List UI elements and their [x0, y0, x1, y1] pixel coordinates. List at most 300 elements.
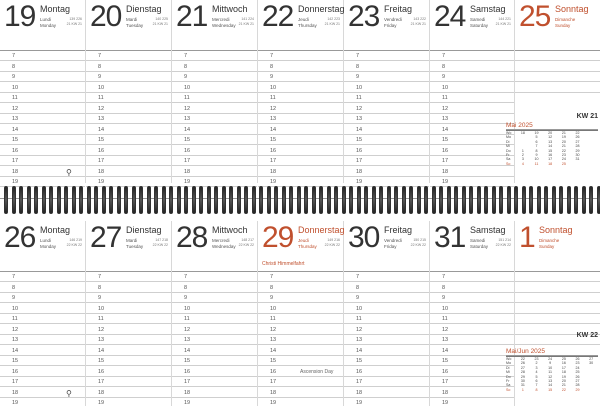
mini-calendar-date[interactable]: 9 — [535, 153, 538, 158]
day-column[interactable] — [172, 221, 258, 406]
hour-line[interactable] — [172, 293, 257, 304]
mini-calendar-date[interactable]: 15 — [548, 148, 553, 153]
hour-line[interactable] — [344, 166, 429, 177]
mini-calendar-date[interactable]: 14 — [548, 383, 553, 388]
hour-line[interactable] — [344, 377, 429, 388]
hour-label: 13 — [98, 116, 105, 122]
hour-line[interactable] — [86, 124, 171, 135]
hour-line[interactable] — [344, 261, 429, 272]
hour-line[interactable] — [0, 145, 85, 156]
day-name: Samstag — [470, 4, 506, 14]
day-name-en: Saturday — [470, 23, 489, 28]
binding-ring — [319, 186, 323, 214]
mini-calendar-date[interactable]: 31 — [575, 157, 580, 162]
mini-calendar-date[interactable]: 7 — [535, 383, 538, 388]
hour-line[interactable] — [344, 324, 429, 335]
mini-calendar-date[interactable]: 24 — [575, 365, 580, 370]
mini-calendar-date[interactable]: 18 — [548, 161, 553, 166]
mini-calendar-date[interactable]: 4 — [535, 370, 538, 375]
hour-line[interactable] — [430, 335, 514, 346]
hour-line[interactable] — [258, 61, 343, 72]
hour-line[interactable] — [515, 293, 600, 304]
hour-line[interactable] — [430, 303, 514, 314]
hour-line[interactable] — [344, 135, 429, 146]
hour-line[interactable] — [344, 82, 429, 93]
hour-line[interactable] — [0, 314, 85, 325]
hour-line[interactable] — [258, 72, 343, 83]
hour-line[interactable] — [515, 282, 600, 293]
hour-line[interactable] — [344, 114, 429, 125]
mini-calendar-date[interactable]: 11 — [548, 370, 553, 375]
binding-ring-wire — [552, 186, 556, 214]
hour-line[interactable] — [0, 398, 85, 406]
hour-line[interactable] — [430, 93, 514, 104]
mini-calendar-date[interactable]: 19 — [561, 135, 566, 140]
hour-line[interactable] — [0, 166, 85, 177]
mini-calendar-date[interactable]: 9 — [549, 361, 552, 366]
hour-line[interactable] — [0, 387, 85, 398]
mini-calendar-date[interactable]: 19 — [534, 131, 539, 135]
day-column[interactable] — [430, 221, 515, 406]
hour-line[interactable] — [0, 156, 85, 167]
mini-calendar-date[interactable]: 10 — [534, 157, 539, 162]
hour-line[interactable] — [430, 61, 514, 72]
hour-line[interactable] — [172, 398, 257, 406]
hour-line[interactable] — [430, 345, 514, 356]
binding-ring — [79, 186, 83, 214]
hour-line[interactable] — [172, 82, 257, 93]
hour-line[interactable] — [172, 314, 257, 325]
hour-line[interactable] — [0, 293, 85, 304]
hour-line[interactable] — [86, 82, 171, 93]
hour-line[interactable] — [172, 51, 257, 62]
hour-label: 12 — [12, 326, 19, 333]
hour-line[interactable] — [344, 145, 429, 156]
hour-line[interactable] — [172, 93, 257, 104]
mini-calendar-date[interactable]: 25 — [561, 161, 566, 166]
hour-line[interactable] — [258, 303, 343, 314]
hour-line[interactable] — [430, 156, 514, 167]
mini-calendar-date[interactable]: 14 — [548, 144, 553, 149]
hour-line[interactable] — [0, 335, 85, 346]
mini-calendar-date[interactable]: 20 — [548, 131, 553, 135]
hour-line[interactable] — [515, 261, 600, 272]
hour-line[interactable] — [258, 282, 343, 293]
mini-calendar-date[interactable]: 26 — [575, 357, 580, 361]
mini-calendar-date[interactable]: 26 — [575, 135, 580, 140]
hour-line[interactable] — [344, 124, 429, 135]
hour-line[interactable] — [515, 61, 600, 72]
mini-calendar-date[interactable]: 22 — [520, 357, 525, 361]
hour-line[interactable] — [172, 303, 257, 314]
day-column[interactable] — [172, 0, 258, 183]
hour-line[interactable] — [172, 272, 257, 283]
hour-line[interactable] — [258, 114, 343, 125]
hour-line[interactable] — [86, 293, 171, 304]
hour-line[interactable] — [344, 103, 429, 114]
hour-line[interactable] — [258, 145, 343, 156]
mini-calendar-date[interactable]: 30 — [575, 153, 580, 158]
hour-line[interactable] — [344, 72, 429, 83]
hour-line[interactable] — [172, 145, 257, 156]
mini-calendar-date[interactable]: 6 — [535, 379, 538, 384]
hour-line[interactable] — [258, 398, 343, 406]
hour-line[interactable] — [344, 51, 429, 62]
hour-line[interactable] — [172, 377, 257, 388]
hour-line[interactable] — [430, 272, 514, 283]
hour-line[interactable] — [258, 377, 343, 388]
hour-label: 8 — [184, 284, 188, 291]
hour-line[interactable] — [86, 303, 171, 314]
hour-line[interactable] — [515, 72, 600, 83]
hour-line[interactable] — [86, 387, 171, 398]
mini-calendar-date[interactable]: 27 — [575, 139, 580, 144]
hour-line[interactable] — [258, 135, 343, 146]
hour-line[interactable] — [0, 72, 85, 83]
day-column[interactable] — [258, 221, 344, 406]
hour-line[interactable] — [86, 166, 171, 177]
mini-calendar-date[interactable] — [584, 162, 598, 166]
mini-calendar-date[interactable]: 30 — [589, 361, 594, 366]
mini-calendar-date[interactable]: 27 — [575, 379, 580, 384]
hour-line[interactable] — [344, 40, 429, 51]
mini-calendar-date[interactable]: 12 — [548, 135, 553, 140]
hour-label: 17 — [98, 379, 105, 385]
mini-calendar-date[interactable]: 10 — [548, 365, 553, 370]
mini-calendar-date[interactable]: 22 — [561, 148, 566, 153]
binding-ring — [522, 186, 526, 214]
hour-line[interactable] — [515, 40, 600, 51]
binding-ring-wire — [49, 186, 53, 214]
mini-calendar-date[interactable]: 5 — [535, 135, 538, 140]
hour-line[interactable] — [86, 40, 171, 51]
mini-calendar-date[interactable]: 27 — [589, 357, 594, 361]
mini-calendar-date[interactable]: 25 — [561, 357, 566, 361]
hour-label: 15 — [98, 137, 105, 143]
hour-line[interactable] — [430, 324, 514, 335]
hour-line[interactable] — [86, 156, 171, 167]
binding-ring — [72, 186, 76, 214]
mini-calendar-date[interactable]: 1 — [521, 148, 524, 153]
hour-line[interactable] — [344, 335, 429, 346]
hour-line[interactable] — [0, 261, 85, 272]
mini-calendar-date[interactable]: 29 — [575, 148, 580, 153]
hour-line[interactable] — [172, 61, 257, 72]
hour-line[interactable] — [258, 51, 343, 62]
hour-label: 15 — [98, 358, 105, 364]
mini-calendar-date[interactable] — [584, 388, 598, 392]
hour-line[interactable] — [430, 166, 514, 177]
mini-calendar-date[interactable]: 26 — [575, 374, 580, 379]
mini-calendar-date[interactable]: 22 — [575, 131, 580, 135]
mini-calendar-date[interactable]: 16 — [548, 153, 553, 158]
day-meta: 151 214 22 KW 22 — [495, 238, 511, 247]
hour-line[interactable] — [0, 366, 85, 377]
hour-line[interactable] — [430, 293, 514, 304]
mini-calendar-date[interactable]: 23 — [534, 357, 539, 361]
hour-line[interactable] — [0, 82, 85, 93]
hour-line[interactable] — [430, 387, 514, 398]
hour-line[interactable] — [258, 40, 343, 51]
hour-line[interactable] — [86, 335, 171, 346]
mini-calendar-date[interactable]: 28 — [575, 383, 580, 388]
mini-calendar-date[interactable]: 20 — [561, 139, 566, 144]
mini-calendar-date[interactable]: 1 — [521, 387, 524, 392]
hour-line[interactable] — [430, 40, 514, 51]
hour-line[interactable] — [0, 93, 85, 104]
mini-calendar-date[interactable]: 15 — [548, 387, 553, 392]
mini-calendar-date[interactable]: 28 — [520, 370, 525, 375]
hour-line[interactable] — [258, 82, 343, 93]
hour-line[interactable] — [0, 272, 85, 283]
hour-label: 13 — [270, 337, 277, 343]
hour-label: 14 — [270, 347, 277, 354]
mini-calendar-date[interactable]: 3 — [521, 157, 524, 162]
day-header — [430, 0, 514, 40]
hour-line[interactable] — [0, 135, 85, 146]
hour-line[interactable] — [344, 282, 429, 293]
hour-line[interactable] — [430, 124, 514, 135]
hour-line[interactable] — [344, 272, 429, 283]
hour-line[interactable] — [430, 398, 514, 406]
hour-line[interactable] — [430, 114, 514, 125]
mini-calendar-weekday: Mi — [506, 370, 510, 375]
hour-line[interactable] — [344, 387, 429, 398]
mini-calendar-date[interactable]: 12 — [548, 374, 553, 379]
hour-line[interactable] — [86, 366, 171, 377]
hour-line[interactable] — [515, 51, 600, 62]
day-column[interactable] — [86, 0, 172, 183]
mini-calendar-date[interactable]: 11 — [534, 161, 539, 166]
hour-line[interactable] — [0, 40, 85, 51]
mini-calendar-date[interactable]: 20 — [561, 379, 566, 384]
hour-label: 13 — [356, 116, 363, 122]
hour-line[interactable] — [86, 272, 171, 283]
hour-line[interactable] — [0, 345, 85, 356]
hour-line[interactable] — [430, 366, 514, 377]
hour-line[interactable] — [172, 282, 257, 293]
hour-label: 14 — [356, 347, 363, 354]
hour-line[interactable] — [258, 293, 343, 304]
mini-calendar-date[interactable]: 25 — [575, 370, 580, 375]
hour-line[interactable] — [86, 398, 171, 406]
hour-line[interactable] — [430, 145, 514, 156]
hour-line[interactable] — [86, 72, 171, 83]
hour-line[interactable] — [0, 356, 85, 367]
hour-line[interactable] — [0, 51, 85, 62]
hour-line[interactable] — [258, 124, 343, 135]
hour-line[interactable] — [86, 345, 171, 356]
hour-line[interactable] — [86, 145, 171, 156]
mini-calendar-date[interactable]: 22 — [561, 387, 566, 392]
hour-label: 7 — [184, 274, 188, 280]
mini-calendar-date[interactable]: 13 — [548, 379, 553, 384]
hour-line[interactable] — [172, 135, 257, 146]
hour-line[interactable] — [258, 345, 343, 356]
hour-line[interactable] — [86, 93, 171, 104]
mini-calendar-date[interactable]: 26 — [520, 361, 525, 366]
mini-calendar-date[interactable]: 5 — [535, 374, 538, 379]
mini-calendar-date[interactable]: 16 — [561, 361, 566, 366]
hour-line[interactable] — [344, 93, 429, 104]
hour-line[interactable] — [86, 51, 171, 62]
mini-calendar-date[interactable]: 19 — [561, 374, 566, 379]
hour-line[interactable] — [172, 156, 257, 167]
hour-line[interactable] — [0, 114, 85, 125]
day-column[interactable] — [344, 0, 430, 183]
hour-line[interactable] — [430, 314, 514, 325]
hour-line[interactable] — [172, 387, 257, 398]
hour-line[interactable] — [430, 356, 514, 367]
day-column[interactable] — [258, 0, 344, 183]
hour-line[interactable] — [515, 314, 600, 325]
mini-calendar-date[interactable] — [571, 162, 585, 166]
mini-calendar-date[interactable]: 29 — [575, 387, 580, 392]
mini-calendar-date[interactable]: 2 — [521, 153, 524, 158]
mini-calendar-date[interactable]: 17 — [561, 365, 566, 370]
mini-calendar-date[interactable]: 27 — [520, 365, 525, 370]
mini-calendar-date[interactable]: 21 — [561, 131, 566, 135]
hour-line[interactable] — [86, 356, 171, 367]
hour-line[interactable] — [172, 366, 257, 377]
hour-line[interactable] — [344, 156, 429, 167]
mini-calendar-date[interactable]: 8 — [535, 387, 538, 392]
hour-line[interactable] — [172, 72, 257, 83]
hour-line[interactable] — [0, 324, 85, 335]
mini-calendar-date[interactable]: 7 — [535, 144, 538, 149]
mini-calendar-date[interactable]: 2 — [535, 361, 538, 366]
day-column[interactable] — [430, 0, 515, 183]
mini-calendar-date[interactable]: 13 — [548, 139, 553, 144]
mini-calendar-date[interactable]: 21 — [561, 144, 566, 149]
hour-line[interactable] — [430, 282, 514, 293]
hour-line[interactable] — [172, 324, 257, 335]
hour-line[interactable] — [0, 377, 85, 388]
hour-line[interactable] — [515, 303, 600, 314]
mini-calendar-date[interactable]: 28 — [575, 144, 580, 149]
mini-calendar-date[interactable]: 8 — [535, 148, 538, 153]
hour-line[interactable] — [344, 356, 429, 367]
mini-calendar-date[interactable]: 24 — [548, 357, 553, 361]
hour-line[interactable] — [515, 272, 600, 283]
mini-calendar-date[interactable]: 21 — [561, 383, 566, 388]
binding-ring-wire — [64, 186, 68, 214]
hour-line[interactable] — [86, 135, 171, 146]
mini-calendar-date[interactable]: 3 — [535, 365, 538, 370]
hour-line[interactable] — [0, 103, 85, 114]
hour-label: 14 — [184, 347, 191, 354]
hour-line[interactable] — [258, 156, 343, 167]
hour-line[interactable] — [86, 61, 171, 72]
mini-calendar-date[interactable]: 6 — [535, 139, 538, 144]
hour-line[interactable] — [172, 124, 257, 135]
hour-line[interactable] — [0, 124, 85, 135]
hour-line[interactable] — [344, 303, 429, 314]
hour-line[interactable] — [0, 282, 85, 293]
binding-ring-wire — [162, 186, 166, 214]
day-name: Donnerstag — [298, 4, 345, 14]
hour-line[interactable] — [344, 61, 429, 72]
hour-line[interactable] — [258, 93, 343, 104]
mini-calendar-date[interactable]: 18 — [561, 370, 566, 375]
hour-line[interactable] — [258, 166, 343, 177]
hour-line[interactable] — [86, 377, 171, 388]
binding-ring — [12, 186, 16, 214]
hour-line[interactable] — [172, 166, 257, 177]
hour-line[interactable] — [172, 114, 257, 125]
mini-calendar-date[interactable]: 24 — [561, 157, 566, 162]
hour-line[interactable] — [344, 293, 429, 304]
binding-ring — [139, 186, 143, 214]
hour-line[interactable] — [430, 374, 514, 388]
mini-calendar-date[interactable]: 29 — [520, 374, 525, 379]
hour-line[interactable] — [430, 51, 514, 62]
binding-ring-wire — [417, 186, 421, 214]
hour-line[interactable] — [86, 103, 171, 114]
binding-ring — [342, 186, 346, 214]
mini-calendar-date[interactable]: 18 — [520, 131, 525, 135]
hour-line[interactable] — [258, 387, 343, 398]
mini-calendar-date[interactable]: 31 — [520, 383, 525, 388]
hour-line[interactable] — [258, 103, 343, 114]
day-column[interactable] — [344, 221, 430, 406]
hour-line[interactable] — [515, 82, 600, 93]
hour-line[interactable] — [258, 272, 343, 283]
hour-line[interactable] — [258, 356, 343, 367]
day-name: Mittwoch — [212, 225, 248, 235]
hour-line[interactable] — [86, 114, 171, 125]
hour-line[interactable] — [430, 135, 514, 149]
mini-calendar-date[interactable]: 23 — [575, 361, 580, 366]
hour-line[interactable] — [430, 261, 514, 272]
hour-line[interactable] — [86, 314, 171, 325]
hour-line[interactable] — [344, 345, 429, 356]
hour-line[interactable] — [344, 314, 429, 325]
day-column[interactable] — [506, 221, 600, 406]
hour-line[interactable] — [0, 61, 85, 72]
mini-calendar-date[interactable]: 23 — [561, 153, 566, 158]
day-column[interactable] — [86, 221, 172, 406]
hour-line[interactable] — [172, 40, 257, 51]
hour-line[interactable] — [172, 356, 257, 367]
hour-line[interactable] — [430, 72, 514, 83]
hour-line[interactable] — [172, 261, 257, 272]
hour-line[interactable] — [344, 366, 429, 377]
day-column[interactable] — [506, 0, 600, 183]
day-column[interactable] — [0, 221, 86, 406]
hour-line[interactable] — [172, 335, 257, 346]
hour-line[interactable] — [258, 314, 343, 325]
hour-line[interactable] — [86, 324, 171, 335]
mini-calendar-date[interactable]: 17 — [548, 157, 553, 162]
hour-label: 14 — [184, 126, 191, 133]
hour-line[interactable] — [430, 82, 514, 93]
hour-line[interactable] — [344, 398, 429, 406]
mini-calendar-date[interactable]: 4 — [521, 161, 524, 166]
mini-calendar-date[interactable]: 30 — [520, 379, 525, 384]
hour-line[interactable] — [172, 103, 257, 114]
hour-line[interactable] — [0, 303, 85, 314]
hour-line[interactable] — [172, 345, 257, 356]
hour-line[interactable] — [86, 282, 171, 293]
hour-line[interactable] — [258, 324, 343, 335]
hour-line[interactable] — [86, 261, 171, 272]
binding-ring-wire — [154, 186, 158, 214]
day-name-fr: Jeudi — [298, 17, 309, 22]
hour-line[interactable] — [258, 335, 343, 346]
hour-line[interactable] — [430, 103, 514, 114]
day-column[interactable] — [0, 0, 86, 183]
